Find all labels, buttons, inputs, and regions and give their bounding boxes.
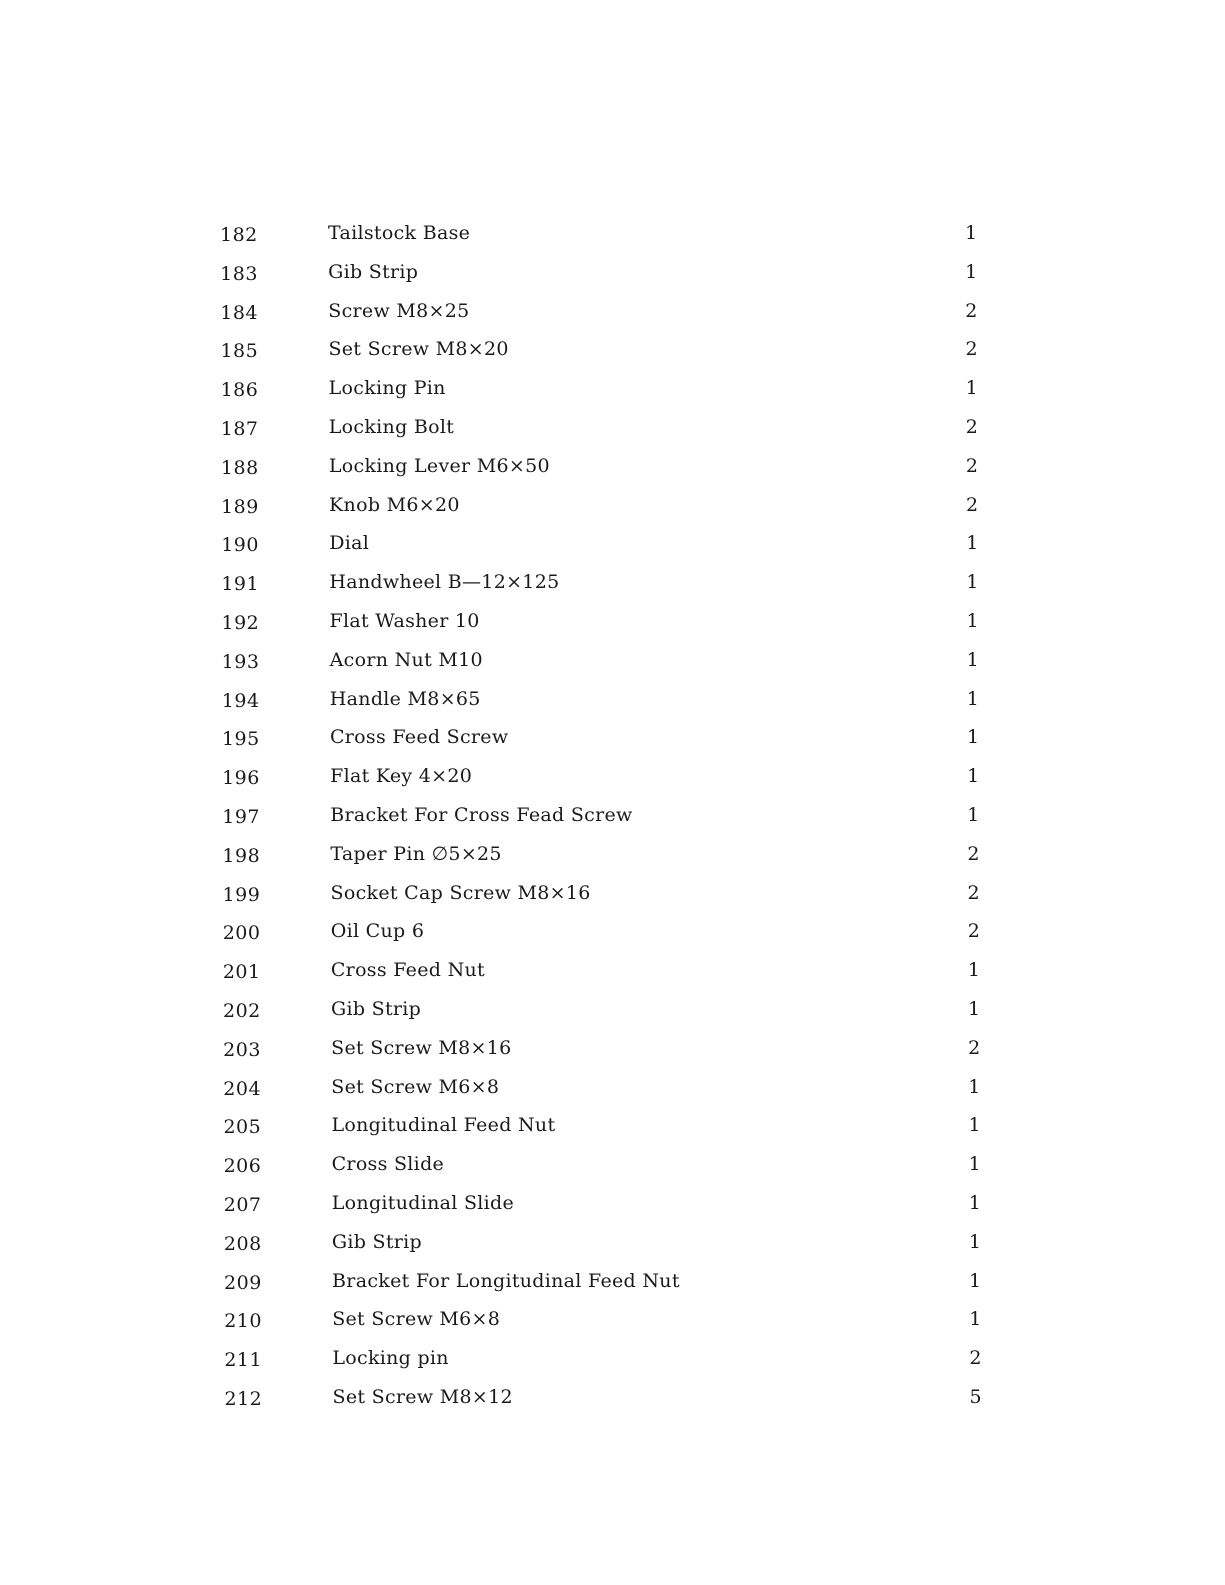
part-number: 184 [220, 301, 259, 324]
part-row [222, 608, 982, 647]
part-quantity: 1 [968, 1230, 981, 1253]
part-number: 212 [224, 1387, 263, 1410]
part-description: Set Screw M8×20 [328, 338, 509, 361]
part-number: 195 [221, 728, 260, 751]
part-quantity: 2 [969, 1347, 982, 1370]
part-row [221, 453, 981, 492]
part-quantity: 1 [965, 260, 978, 283]
part-description: Gib Strip [331, 1230, 423, 1253]
part-row [222, 647, 982, 686]
part-number: 208 [223, 1232, 262, 1255]
part-row [223, 880, 983, 919]
part-description: Dial [329, 532, 370, 555]
part-description: Locking Pin [328, 377, 446, 400]
part-quantity: 1 [965, 222, 978, 244]
part-number: 202 [223, 999, 261, 1022]
part-quantity: 2 [967, 920, 980, 943]
part-row [225, 1384, 985, 1423]
part-row [224, 1229, 984, 1268]
part-row [221, 414, 981, 453]
part-number: 210 [224, 1310, 262, 1333]
part-row [221, 530, 981, 569]
part-number: 203 [223, 1038, 261, 1061]
part-row [223, 957, 983, 996]
part-row [220, 298, 980, 337]
part-number: 196 [222, 767, 260, 790]
part-row [222, 763, 982, 802]
part-quantity: 1 [968, 1075, 981, 1098]
part-number: 188 [220, 456, 259, 479]
part-number: 211 [224, 1349, 263, 1372]
part-row [224, 1306, 984, 1345]
part-number: 209 [224, 1271, 262, 1294]
part-description: Set Screw M8×16 [331, 1036, 512, 1059]
part-row [222, 802, 982, 841]
part-quantity: 1 [968, 1153, 981, 1176]
part-number: 206 [223, 1155, 262, 1178]
part-description: Set Screw M8×12 [332, 1385, 513, 1408]
part-description: Set Screw M6×8 [331, 1075, 500, 1098]
part-number: 187 [220, 417, 259, 440]
part-row [223, 918, 983, 957]
part-description: Locking Lever M6×50 [328, 454, 550, 477]
part-description: Locking pin [332, 1347, 449, 1370]
part-quantity: 2 [965, 338, 978, 361]
part-quantity: 1 [968, 1114, 981, 1137]
part-quantity: 2 [967, 881, 980, 904]
part-row [220, 336, 980, 375]
part-number: 198 [222, 844, 261, 867]
part-quantity: 2 [968, 1036, 981, 1059]
part-row [222, 686, 982, 725]
part-row [224, 1345, 984, 1384]
part-row [223, 1074, 983, 1113]
part-description: Flat Key 4×20 [330, 765, 473, 788]
part-quantity: 2 [965, 454, 978, 477]
part-row [224, 1190, 984, 1229]
part-description: Gib Strip [328, 260, 419, 283]
part-quantity: 1 [965, 377, 978, 400]
part-row [221, 375, 981, 414]
part-description: Knob M6×20 [329, 493, 460, 516]
part-quantity: 1 [966, 648, 979, 671]
part-number: 193 [221, 650, 260, 673]
part-row [222, 841, 982, 880]
part-description: Handle M8×65 [329, 687, 481, 710]
part-description: Acorn Nut M10 [329, 648, 483, 671]
part-number: 189 [221, 495, 259, 518]
part-row [223, 1035, 983, 1074]
part-row [222, 724, 982, 763]
part-quantity: 2 [967, 842, 980, 865]
part-description: Taper Pin ∅5×25 [330, 842, 502, 865]
part-number: 201 [222, 961, 261, 984]
part-number: 194 [221, 689, 260, 712]
part-description: Set Screw M6×8 [332, 1308, 501, 1331]
part-description: Handwheel B—12×125 [329, 571, 560, 594]
part-row [224, 1268, 984, 1307]
part-quantity: 1 [967, 803, 980, 826]
part-number: 191 [221, 573, 260, 596]
part-description: Oil Cup 6 [330, 920, 425, 943]
part-description: Gib Strip [331, 997, 422, 1020]
part-number: 205 [223, 1116, 262, 1139]
part-row [223, 1112, 983, 1151]
part-number: 207 [223, 1193, 262, 1216]
part-quantity: 2 [965, 415, 978, 438]
part-number: 199 [222, 883, 261, 906]
part-quantity: 2 [965, 299, 978, 322]
part-quantity: 1 [968, 1191, 981, 1214]
part-number: 186 [220, 379, 259, 402]
part-quantity: 5 [969, 1385, 982, 1408]
part-quantity: 1 [967, 765, 980, 788]
part-quantity: 1 [967, 959, 980, 982]
part-description: Socket Cap Screw M8×16 [330, 881, 591, 904]
part-number: 200 [222, 922, 261, 945]
part-number: 192 [221, 611, 260, 634]
parts-list [220, 220, 980, 1423]
part-row [221, 569, 981, 608]
part-row [224, 1151, 984, 1190]
part-quantity: 1 [966, 726, 980, 749]
part-number: 183 [220, 262, 258, 285]
part-number: 204 [223, 1077, 262, 1100]
part-description: Flat Washer 10 [329, 609, 480, 632]
part-description: Longitudinal Feed Nut [331, 1114, 556, 1137]
part-description: Cross Slide [331, 1153, 445, 1176]
part-row [221, 492, 981, 531]
part-row [223, 996, 983, 1035]
part-quantity: 1 [966, 687, 979, 710]
part-quantity: 1 [966, 609, 979, 632]
part-quantity: 2 [966, 493, 979, 516]
part-number: 185 [220, 340, 259, 363]
part-number: 190 [221, 534, 259, 557]
part-description: Screw M8×25 [328, 299, 470, 322]
part-description: Bracket For Cross Fead Screw [330, 803, 633, 826]
part-description: Longitudinal Slide [331, 1191, 515, 1214]
part-quantity: 1 [966, 571, 979, 594]
part-row [220, 259, 980, 298]
part-quantity: 1 [969, 1308, 982, 1331]
part-description: Cross Feed Nut [330, 959, 485, 982]
part-quantity: 1 [969, 1269, 982, 1292]
part-number: 197 [222, 805, 261, 828]
part-row [220, 220, 980, 259]
part-quantity: 1 [968, 997, 981, 1020]
part-quantity: 1 [966, 532, 979, 555]
part-description: Bracket For Longitudinal Feed Nut [332, 1269, 680, 1292]
part-description: Locking Bolt [328, 415, 455, 438]
part-description: Cross Feed Screw [329, 726, 509, 749]
part-number: 182 [220, 224, 258, 246]
part-description: Tailstock Base [328, 222, 471, 244]
